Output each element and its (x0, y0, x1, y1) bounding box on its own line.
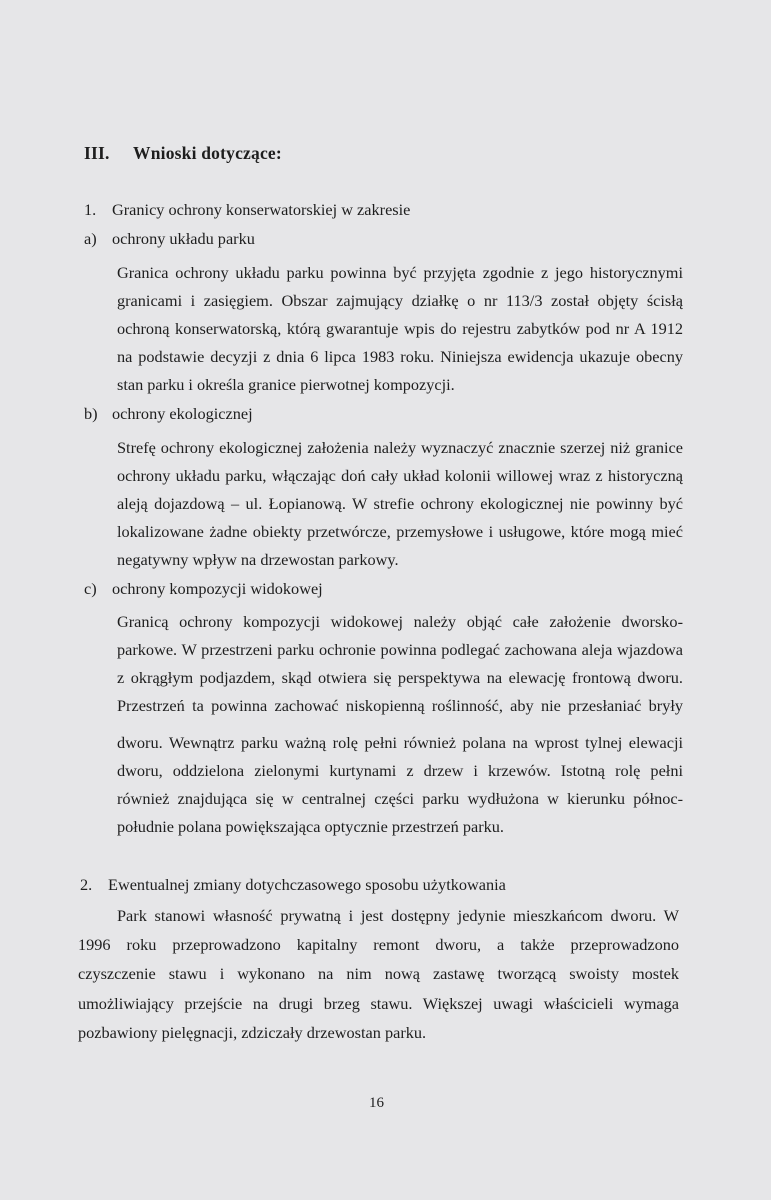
section-2-line: Park stanowi własność prywatną i jest dostępny jedynie mieszkańcom dworu. W (117, 906, 679, 925)
item-c-line: południe polana powiększająca optycznie przestrzeń parku. (117, 817, 504, 836)
item-b-title: ochrony ekologicznej (112, 404, 253, 423)
item-c-line: dworu. Wewnątrz parku ważną rolę pełni również polana na wprost tylnej elewacji (117, 733, 683, 752)
section-2-marker: 2. (80, 875, 93, 894)
item-b-line: lokalizowane żadne obiekty przetwórcze, przemysłowe i usługowe, które mogą mieć (117, 522, 683, 541)
section-2-line: 1996 roku przeprowadzono kapitalny remont dworu, a także przeprowadzono (78, 935, 679, 954)
section-1-marker: 1. (84, 200, 97, 219)
item-a-line: na podstawie decyzji z dnia 6 lipca 1983 roku. Niniejsza ewidencja ukazuje obecny (117, 347, 683, 366)
section-2-line: pozbawiony pielęgnacji, zdziczały drzewostan parku. (78, 1023, 427, 1042)
item-b-line: negatywny wpływ na drzewostan parkowy. (117, 550, 399, 569)
item-c-line: Przestrzeń ta powinna zachować niskopienną roślinność, aby nie przesłaniać bryły (117, 696, 683, 715)
item-a-line: stan parku i określa granice pierwotnej kompozycji. (117, 375, 455, 394)
section-2-line: umożliwiający przejście na drugi brzeg stawu. Większej uwagi właścicieli wymaga (78, 994, 679, 1013)
item-a-marker: a) (84, 229, 97, 248)
item-a-line: ochroną konserwatorską, którą gwarantuje wpis do rejestru zabytków pod nr A 1912 (117, 319, 683, 338)
item-c-marker: c) (84, 579, 97, 598)
section-1-title: Granicy ochrony konserwatorskiej w zakresie (112, 200, 411, 219)
item-a-line: Granica ochrony układu parku powinna być przyjęta zgodnie z jego historycznymi (117, 263, 683, 282)
item-a-line: granicami i zasięgiem. Obszar zajmujący działkę o nr 113/3 został objęty ścisłą (117, 291, 683, 310)
item-c-line: z okrągłym podjazdem, skąd otwiera się perspektywa na elewację frontową dworu. (117, 668, 683, 687)
item-a-title: ochrony układu parku (112, 229, 255, 248)
item-b-marker: b) (84, 404, 98, 423)
item-b-line: ochrony układu parku, włączając doń cały układ kolonii willowej wraz z historyczną (117, 466, 683, 485)
section-heading (84, 143, 282, 164)
item-c-line: dworu, oddzielona zielonymi kurtynami z drzew i krzewów. Istotną rolę pełni (117, 761, 683, 780)
item-c-line: parkowe. W przestrzeni parku ochronie powinna podlegać zachowana aleja wjazdowa (117, 640, 683, 659)
item-c-title: ochrony kompozycji widokowej (112, 579, 323, 598)
item-c-line: Granicą ochrony kompozycji widokowej należy objąć całe założenie dworsko- (117, 612, 683, 631)
item-b-line: aleją dojazdową – ul. Łopianową. W strefie ochrony ekologicznej nie powinny być (117, 494, 683, 513)
section-2-title: Ewentualnej zmiany dotychczasowego sposobu użytkowania (108, 875, 506, 894)
item-b-line: Strefę ochrony ekologicznej założenia należy wyznaczyć znacznie szerzej niż granice (117, 438, 683, 457)
heading-title: Wnioski dotyczące: (133, 143, 282, 163)
heading-number: III. (84, 143, 110, 163)
section-2-line: czyszczenie stawu i wykonano na nim nową zastawę tworzącą swoisty mostek (78, 964, 679, 983)
item-c-line: również znajdująca się w centralnej części parku wydłużona w kierunku północ- (117, 789, 683, 808)
page-number: 16 (369, 1095, 384, 1111)
